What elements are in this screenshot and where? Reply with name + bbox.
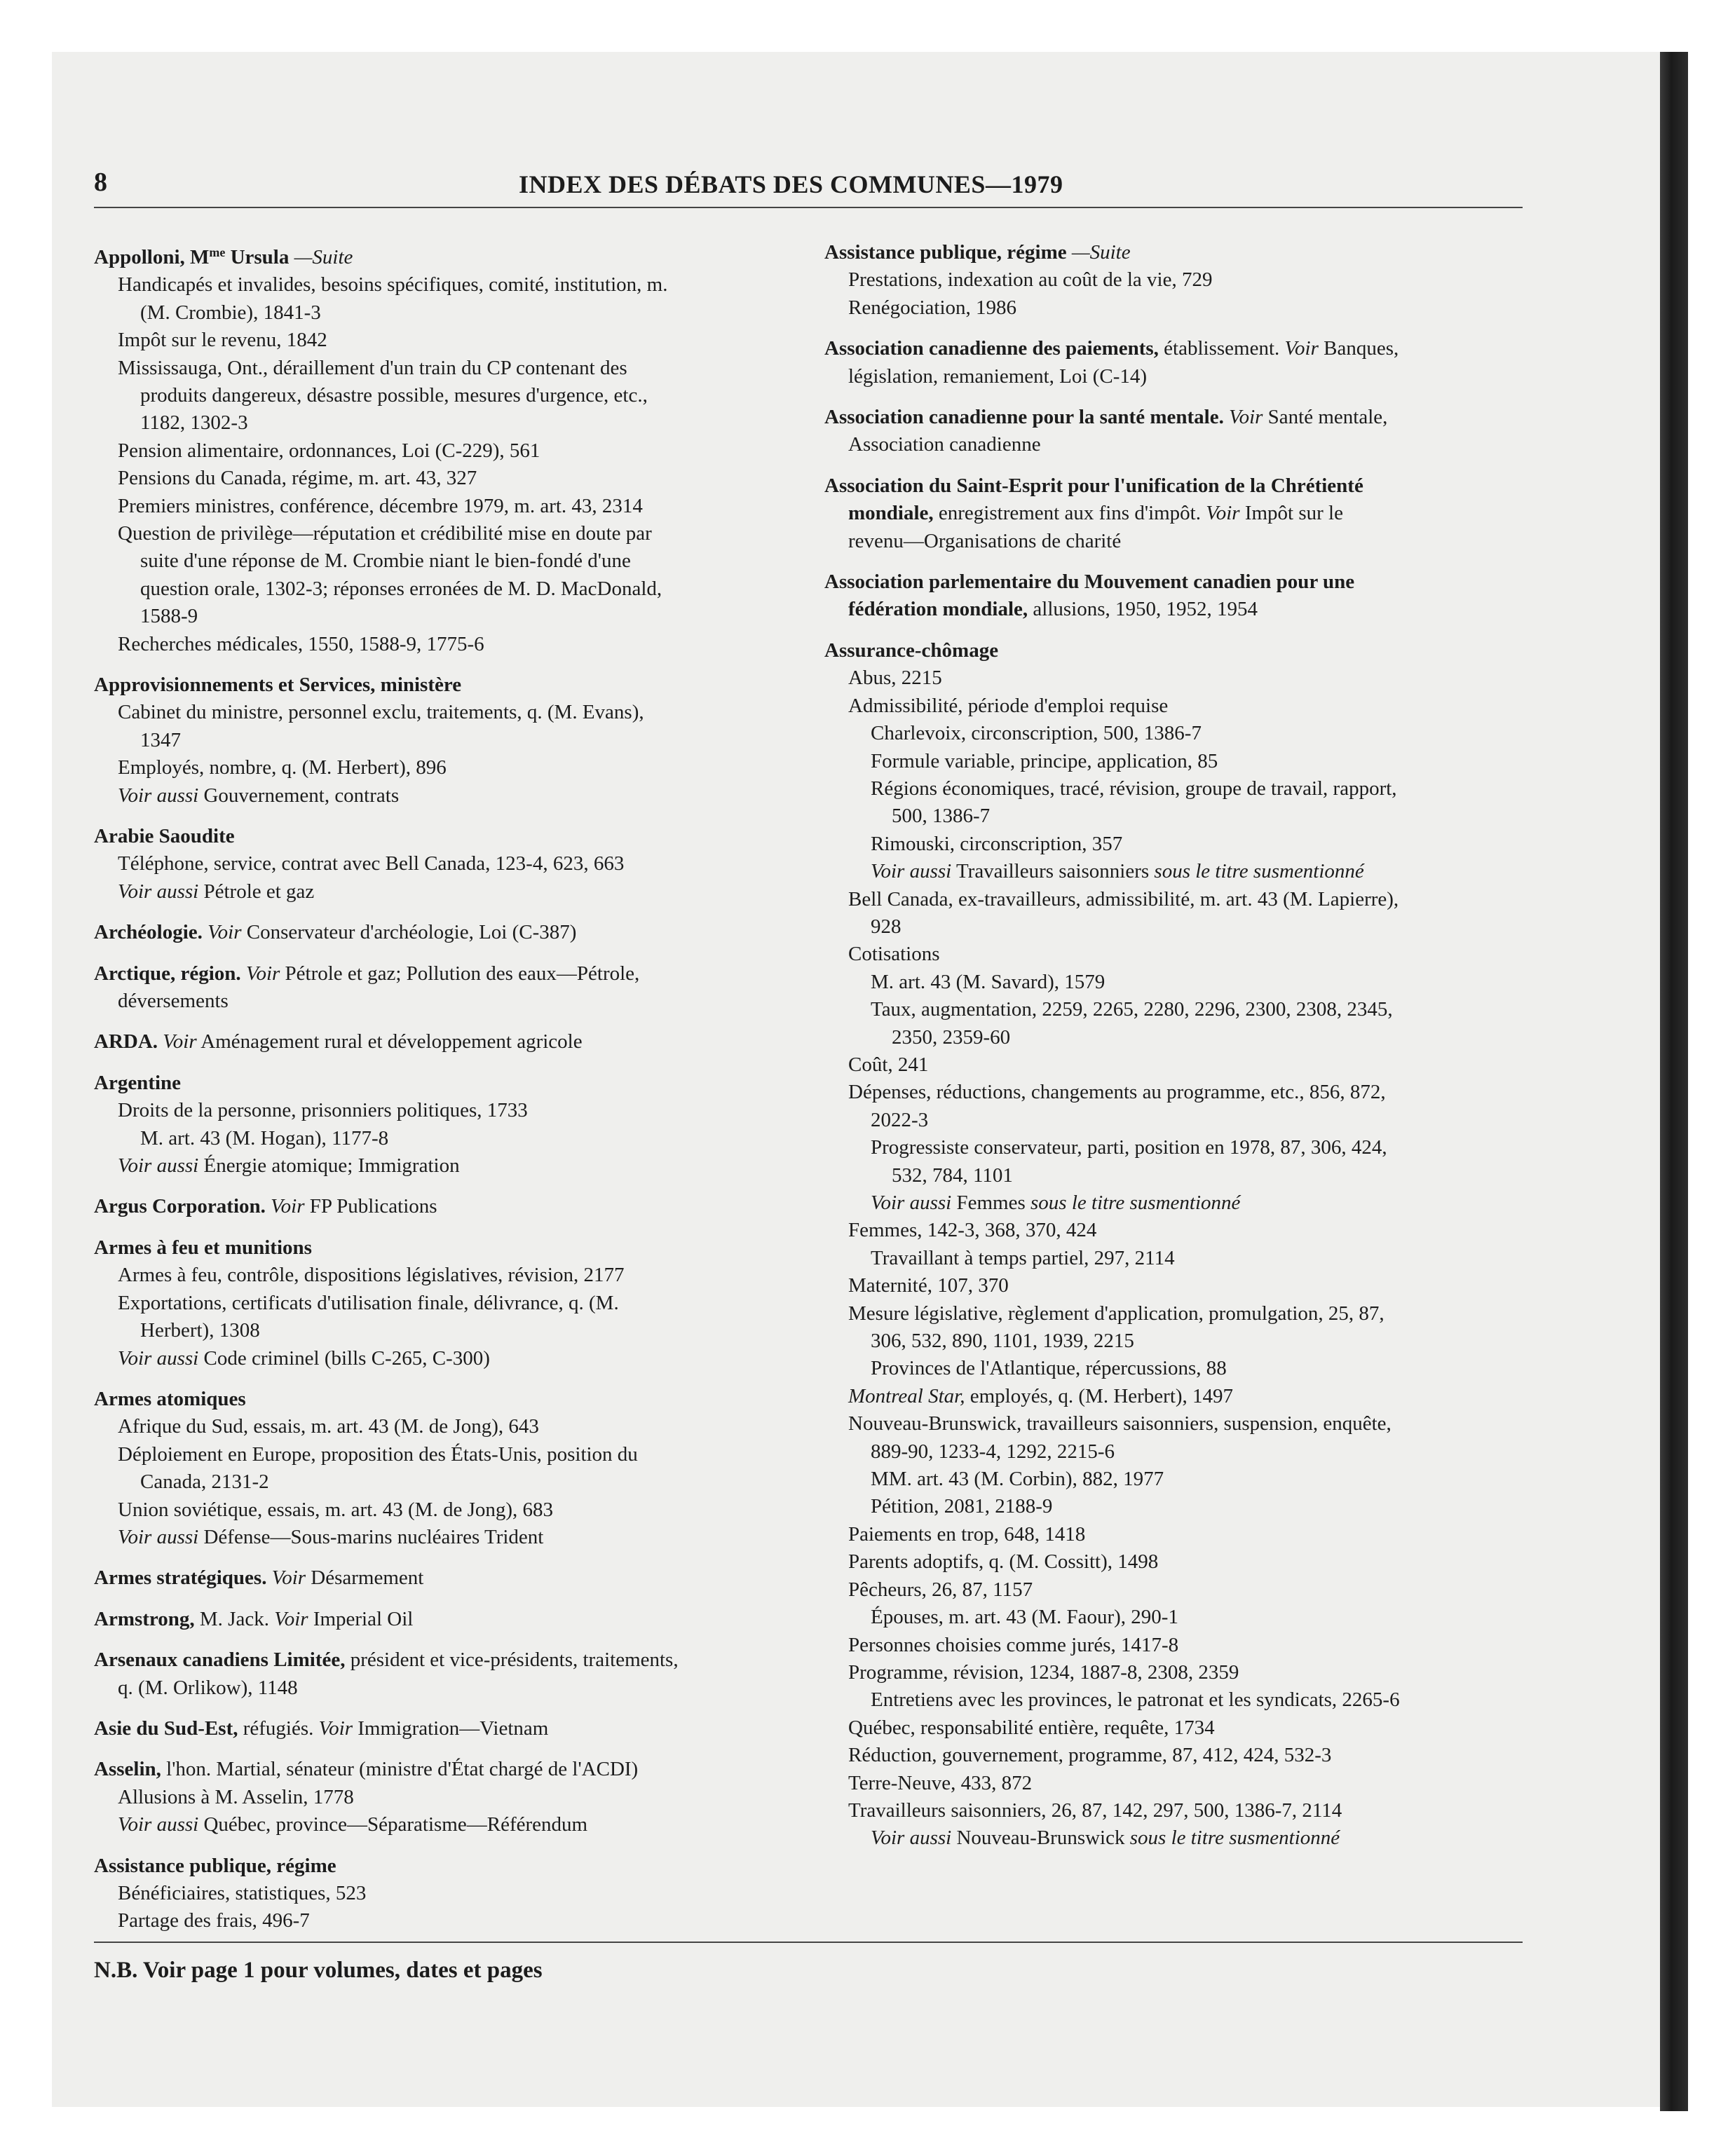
index-text: Pétrole et gaz; Pollution des eaux—Pétrole, — [280, 962, 640, 985]
index-text: Conservateur d'archéologie, Loi (C-387) — [241, 921, 577, 944]
index-text: Approvisionnements et Services, ministère — [94, 673, 462, 696]
index-subentry-line — [824, 1576, 1508, 1604]
index-text: 1182, 1302-3 — [140, 411, 248, 435]
index-text: —Suite — [294, 245, 353, 268]
index-text: Voir — [1206, 502, 1240, 525]
index-subentry-line — [824, 1438, 1508, 1466]
index-subentry-line — [94, 603, 777, 630]
index-entry — [94, 823, 777, 906]
index-heading-line — [94, 1756, 777, 1783]
index-entry — [94, 960, 777, 1016]
index-subentry-line — [824, 969, 1508, 996]
index-text: Voir — [1284, 337, 1319, 360]
index-text: Banques, — [1318, 337, 1399, 360]
index-text: Défense—Sous-marins nucléaires Trident — [198, 1525, 544, 1548]
index-text: 1588-9 — [140, 605, 198, 628]
header-rule — [94, 207, 1523, 208]
index-entry — [824, 404, 1508, 459]
index-subentry-line — [824, 1632, 1508, 1659]
index-text: Arctique, région. — [94, 962, 246, 985]
index-heading-line — [94, 1028, 777, 1056]
index-text: Argentine — [94, 1071, 182, 1094]
index-subentry-line — [94, 878, 777, 906]
index-text: 2350, 2359-60 — [892, 1025, 1011, 1049]
index-subentry-line — [824, 1797, 1508, 1824]
index-text: Herbert), 1308 — [140, 1319, 260, 1342]
index-entry — [94, 1193, 777, 1220]
index-subentry-line — [824, 1383, 1508, 1410]
index-subentry-line — [94, 631, 777, 658]
index-subentry-line — [824, 1272, 1508, 1299]
index-text: Armstrong, — [94, 1607, 195, 1630]
index-entry — [824, 472, 1508, 555]
index-text: Armes stratégiques. — [94, 1567, 272, 1590]
index-entry — [94, 239, 777, 658]
index-text: Femmes — [951, 1192, 1031, 1214]
index-subentry-line — [94, 850, 777, 878]
index-heading-line — [94, 960, 777, 988]
index-text: Assistance publique, régime — [824, 241, 1072, 264]
index-subentry-line — [94, 1125, 777, 1152]
index-text: Dépenses, réductions, changements au programme, etc., 856, 872, — [848, 1081, 1386, 1104]
index-entry — [94, 671, 777, 810]
index-subentry-line — [94, 299, 777, 327]
index-heading-line — [824, 335, 1508, 362]
index-subentry-line — [824, 1770, 1508, 1797]
index-text: Réduction, gouvernement, programme, 87, 412, 424, 532-3 — [848, 1744, 1332, 1767]
index-text: Voir aussi — [118, 1813, 199, 1836]
index-text: Droits de la personne, prisonniers politiques, 1733 — [118, 1099, 528, 1122]
index-subentry-line — [94, 465, 777, 492]
index-subentry-line — [94, 437, 777, 465]
index-entry — [94, 919, 777, 946]
index-subentry-line — [824, 1051, 1508, 1079]
index-entry — [824, 239, 1508, 322]
index-subentry-line — [824, 1686, 1508, 1714]
index-heading-line — [94, 1646, 777, 1674]
footnote: N.B. Voir page 1 pour volumes, dates et pages — [94, 1958, 543, 1983]
index-heading-line — [94, 1564, 777, 1592]
index-text: —Suite — [1071, 241, 1131, 264]
index-heading-line — [94, 1386, 777, 1413]
index-text: ARDA. — [94, 1030, 163, 1053]
index-subentry-line — [824, 266, 1508, 294]
index-text: réfugiés. — [238, 1717, 319, 1740]
index-entry — [94, 1606, 777, 1633]
index-subentry-line — [824, 1328, 1508, 1355]
index-text: M. art. 43 (M. Hogan), 1177-8 — [140, 1126, 389, 1149]
index-text: fédération mondiale, — [848, 598, 1028, 621]
index-text: 306, 532, 890, 1101, 1939, 2215 — [871, 1330, 1134, 1353]
index-text: me — [209, 245, 226, 259]
index-heading-line — [94, 1606, 777, 1633]
index-subentry-line — [94, 1262, 777, 1289]
index-text: Programme, révision, 1234, 1887-8, 2308, 2359 — [848, 1660, 1239, 1684]
index-text: Voir aussi — [871, 1192, 952, 1214]
index-text: Assurance-chômage — [824, 639, 999, 662]
index-text: Pétrole et gaz — [198, 880, 315, 903]
index-subentry-line — [824, 692, 1508, 720]
index-subentry-line — [824, 1714, 1508, 1742]
index-text: Association du Saint-Esprit pour l'unification de la Chrétienté — [824, 474, 1363, 497]
index-text: Ursula — [225, 245, 294, 268]
index-subentry-line — [824, 858, 1508, 885]
index-subentry-line — [824, 1300, 1508, 1328]
index-subentry-line — [824, 363, 1508, 390]
index-text: enregistrement aux fins d'impôt. — [933, 502, 1206, 525]
index-text: Épouses, m. art. 43 (M. Faour), 290-1 — [871, 1606, 1178, 1629]
index-text: Personnes choisies comme jurés, 1417-8 — [848, 1633, 1179, 1656]
index-text: Afrique du Sud, essais, m. art. 43 (M. de Jong), 643 — [118, 1415, 539, 1438]
index-subentry-line — [824, 1466, 1508, 1493]
index-subentry-line — [94, 382, 777, 409]
index-text: Parents adoptifs, q. (M. Cossitt), 1498 — [848, 1550, 1159, 1574]
index-subentry-line — [824, 664, 1508, 692]
index-text: Impôt sur le revenu, 1842 — [118, 329, 327, 352]
index-text: Coût, 241 — [848, 1053, 929, 1076]
index-text: question orale, 1302-3; réponses erronées de M. D. MacDonald, — [140, 577, 662, 600]
index-text: Énergie atomique; Immigration — [198, 1154, 460, 1178]
index-subentry-line — [824, 886, 1508, 913]
index-text: Argus Corporation. — [94, 1195, 271, 1218]
index-text: Voir aussi — [118, 1154, 199, 1178]
index-subentry-line — [824, 1079, 1508, 1106]
index-heading-line — [824, 404, 1508, 431]
index-text: Partage des frais, 496-7 — [118, 1909, 310, 1932]
index-text: Nouveau-Brunswick — [951, 1827, 1130, 1850]
index-subentry-line — [94, 1496, 777, 1524]
index-text: président et vice-présidents, traitements, — [345, 1649, 679, 1672]
index-text: revenu—Organisations de charité — [848, 529, 1122, 552]
index-text: sous le titre susmentionné — [1129, 1827, 1340, 1850]
binding-edge — [1660, 52, 1688, 2111]
index-text: Nouveau-Brunswick, travailleurs saisonniers, suspension, enquête, — [848, 1412, 1392, 1435]
index-subentry-line — [94, 1413, 777, 1440]
index-text: Terre-Neuve, 433, 872 — [848, 1771, 1033, 1794]
index-text: Travaillant à temps partiel, 297, 2114 — [871, 1246, 1175, 1269]
index-text: Travailleurs saisonniers, 26, 87, 142, 297, 500, 1386-7, 2114 — [848, 1799, 1342, 1822]
index-text: Abus, 2215 — [848, 667, 942, 690]
index-subentry-line — [824, 431, 1508, 458]
index-subentry-line — [94, 1317, 777, 1344]
index-text: Bénéficiaires, statistiques, 523 — [118, 1882, 367, 1904]
index-subentry-line — [94, 1674, 777, 1702]
index-subentry-line — [824, 1189, 1508, 1217]
index-subentry-line — [824, 1521, 1508, 1548]
index-text: Entretiens avec les provinces, le patronat et les syndicats, 2265-6 — [871, 1688, 1400, 1712]
index-text: Premiers ministres, conférence, décembre 1979, m. art. 43, 2314 — [118, 494, 643, 517]
index-text: Québec, responsabilité entière, requête, 1734 — [848, 1716, 1215, 1739]
index-column-left — [94, 239, 777, 1949]
index-entry — [94, 1234, 777, 1372]
index-text: Canada, 2131-2 — [140, 1471, 269, 1494]
index-text: Armes à feu, contrôle, dispositions législatives, révision, 2177 — [118, 1264, 625, 1287]
index-text: Déploiement en Europe, proposition des États-Unis, position du — [118, 1442, 638, 1466]
index-entry — [824, 637, 1508, 1853]
index-subentry-line — [824, 1659, 1508, 1686]
index-text: législation, remaniement, Loi (C-14) — [848, 364, 1148, 388]
index-subentry-line — [94, 754, 777, 782]
index-subentry-line — [824, 528, 1508, 555]
index-text: FP Publications — [304, 1195, 437, 1218]
index-text: 928 — [871, 915, 901, 938]
index-text: Prestations, indexation au coût de la vie, 729 — [848, 268, 1213, 292]
index-text: Voir aussi — [118, 1346, 199, 1370]
index-subentry-line — [94, 1097, 777, 1124]
index-text: Pêcheurs, 26, 87, 1157 — [848, 1578, 1033, 1601]
index-subentry-line — [94, 699, 777, 726]
index-text: Pétition, 2081, 2188-9 — [871, 1495, 1053, 1518]
index-subentry-line — [94, 1907, 777, 1935]
index-text: suite d'une réponse de M. Crombie niant le bien-fondé d'une — [140, 550, 631, 573]
index-text: Mississauga, Ont., déraillement d'un train du CP contenant des — [118, 356, 627, 379]
index-subentry-line — [824, 294, 1508, 322]
index-subentry-line — [824, 1410, 1508, 1438]
index-text: Santé mentale, — [1263, 406, 1388, 429]
index-text: Voir aussi — [118, 880, 199, 903]
index-text: Voir aussi — [871, 860, 952, 883]
index-subentry-line — [824, 1824, 1508, 1852]
index-entry — [94, 1853, 777, 1935]
index-subentry-line — [824, 803, 1508, 830]
index-subentry-line — [94, 520, 777, 547]
index-text: 889-90, 1233-4, 1292, 2215-6 — [871, 1440, 1115, 1463]
index-text: Recherches médicales, 1550, 1588-9, 1775-6 — [118, 632, 484, 655]
index-text: Impôt sur le — [1239, 502, 1343, 525]
index-subentry-line — [824, 1162, 1508, 1189]
index-text: Association canadienne des paiements, — [824, 337, 1159, 360]
index-text: 2022-3 — [871, 1108, 929, 1131]
index-heading-line — [824, 637, 1508, 664]
index-text: Question de privilège—réputation et crédibilité mise en doute par — [118, 521, 652, 545]
index-text: Voir aussi — [118, 784, 199, 807]
index-entry — [94, 1646, 777, 1702]
index-subentry-line — [824, 1245, 1508, 1272]
index-heading-line — [94, 1715, 777, 1742]
index-text: Association parlementaire du Mouvement canadien pour une — [824, 571, 1355, 594]
index-text: Mesure législative, règlement d'application, promulgation, 25, 87, — [848, 1302, 1384, 1325]
index-subentry-line — [824, 748, 1508, 775]
index-subentry-line — [94, 409, 777, 437]
index-subentry-line — [824, 1107, 1508, 1134]
index-text: Désarmement — [306, 1567, 424, 1590]
index-text: Admissibilité, période d'emploi requise — [848, 694, 1169, 717]
index-entry — [94, 1028, 777, 1056]
index-subentry-line — [94, 1811, 777, 1838]
index-heading-line — [94, 239, 777, 271]
index-entry — [94, 1070, 777, 1180]
index-entry — [94, 1564, 777, 1592]
index-subentry-line — [824, 775, 1508, 803]
index-subentry-line — [824, 1134, 1508, 1161]
index-text: Voir — [271, 1567, 306, 1590]
index-subentry-line — [94, 1880, 777, 1907]
index-subentry-line — [824, 996, 1508, 1023]
index-text: Union soviétique, essais, m. art. 43 (M. de Jong), 683 — [118, 1498, 554, 1521]
index-text: Pension alimentaire, ordonnances, Loi (C-229), 561 — [118, 439, 540, 462]
index-text: Handicapés et invalides, besoins spécifiques, comité, institution, m. — [118, 273, 668, 296]
index-text: Paiements en trop, 648, 1418 — [848, 1522, 1086, 1546]
index-subentry-line — [824, 1355, 1508, 1382]
index-heading-line — [94, 671, 777, 699]
index-heading-line — [824, 472, 1508, 500]
page-title: INDEX DES DÉBATS DES COMMUNES—1979 — [519, 170, 1063, 198]
index-text: Arabie Saoudite — [94, 825, 235, 847]
index-subentry-line — [824, 1604, 1508, 1631]
index-text: Immigration—Vietnam — [353, 1717, 549, 1740]
index-subentry-line — [824, 941, 1508, 968]
index-text: Québec, province—Séparatisme—Référendum — [198, 1813, 588, 1836]
index-text: Archéologie. — [94, 921, 208, 944]
index-text: Appolloni, M — [94, 245, 210, 268]
index-text: (M. Crombie), 1841-3 — [140, 301, 321, 324]
index-text: sous le titre susmentionné — [1154, 860, 1364, 883]
footer-rule — [94, 1942, 1523, 1943]
index-subentry-line — [94, 327, 777, 354]
index-subentry-line — [824, 1217, 1508, 1244]
index-text: Voir — [274, 1607, 308, 1630]
index-subentry-line — [94, 1441, 777, 1468]
index-text: Renégociation, 1986 — [848, 296, 1017, 319]
index-text: Rimouski, circonscription, 357 — [871, 832, 1123, 855]
index-text: Assistance publique, régime — [94, 1854, 336, 1877]
index-subentry-line — [824, 831, 1508, 858]
index-text: l'hon. Martial, sénateur (ministre d'État chargé de l'ACDI) — [161, 1758, 639, 1781]
index-text: Progressiste conservateur, parti, position en 1978, 87, 306, 424, — [871, 1136, 1387, 1159]
index-heading-line — [94, 1234, 777, 1262]
index-column-right — [824, 239, 1508, 1866]
index-text: allusions, 1950, 1952, 1954 — [1028, 598, 1258, 621]
index-entry — [94, 1756, 777, 1838]
index-text: déversements — [118, 990, 229, 1013]
index-text: Asie du Sud-Est, — [94, 1717, 238, 1740]
index-subentry-line — [94, 1345, 777, 1372]
index-text: Association canadienne pour la santé mentale. — [824, 406, 1230, 429]
index-text: Maternité, 107, 370 — [848, 1274, 1009, 1297]
index-text: M. art. 43 (M. Savard), 1579 — [871, 970, 1105, 993]
index-subentry-line — [94, 782, 777, 810]
index-subentry-line — [94, 1524, 777, 1551]
index-text: Exportations, certificats d'utilisation finale, délivrance, q. (M. — [118, 1291, 619, 1314]
index-subentry-line — [824, 1548, 1508, 1576]
index-text: Arsenaux canadiens Limitée, — [94, 1649, 346, 1672]
index-text: Travailleurs saisonniers — [951, 860, 1155, 883]
index-text: mondiale, — [848, 502, 934, 525]
index-text: Montreal Star, — [848, 1384, 965, 1407]
index-text: employés, q. (M. Herbert), 1497 — [965, 1384, 1234, 1407]
index-subentry-line — [94, 547, 777, 575]
index-text: Voir aussi — [871, 1827, 952, 1850]
index-text: Cabinet du ministre, personnel exclu, traitements, q. (M. Evans), — [118, 701, 644, 724]
index-subentry-line — [94, 355, 777, 382]
index-heading-line — [824, 568, 1508, 596]
index-text: Provinces de l'Atlantique, répercussions, 88 — [871, 1357, 1227, 1380]
index-subentry-line — [94, 1290, 777, 1317]
page-number: 8 — [94, 168, 107, 197]
index-subentry-line — [94, 575, 777, 603]
index-text: 500, 1386-7 — [892, 805, 991, 828]
index-text: 532, 784, 1101 — [892, 1164, 1013, 1187]
index-subentry-line — [824, 1742, 1508, 1769]
index-subentry-line — [824, 500, 1508, 527]
index-text: Armes atomiques — [94, 1387, 246, 1410]
index-text: Employés, nombre, q. (M. Herbert), 896 — [118, 756, 447, 779]
index-text: Femmes, 142-3, 368, 370, 424 — [848, 1219, 1097, 1242]
index-entry — [824, 335, 1508, 390]
index-heading-line — [824, 239, 1508, 266]
index-text: Asselin, — [94, 1758, 161, 1781]
index-entry — [824, 568, 1508, 624]
index-text: Allusions à M. Asselin, 1778 — [118, 1785, 354, 1808]
index-subentry-line — [824, 1493, 1508, 1520]
index-text: q. (M. Orlikow), 1148 — [118, 1676, 298, 1699]
index-text: M. Jack. — [194, 1607, 275, 1630]
index-subentry-line — [824, 1024, 1508, 1051]
index-text: Formule variable, principe, application, 85 — [871, 749, 1218, 772]
index-text: Armes à feu et munitions — [94, 1236, 312, 1259]
index-text: Voir — [163, 1030, 197, 1053]
index-text: Voir — [271, 1195, 305, 1218]
index-subentry-line — [94, 727, 777, 754]
index-text: Charlevoix, circonscription, 500, 1386-7 — [871, 722, 1202, 745]
index-text: Gouvernement, contrats — [198, 784, 400, 807]
index-text: produits dangereux, désastre possible, mesures d'urgence, etc., — [140, 383, 648, 407]
index-text: Imperial Oil — [308, 1607, 414, 1630]
index-subentry-line — [824, 596, 1508, 623]
index-text: Association canadienne — [848, 433, 1041, 456]
index-heading-line — [94, 919, 777, 946]
index-text: Code criminel (bills C-265, C-300) — [198, 1346, 490, 1370]
index-subentry-line — [94, 988, 777, 1015]
index-subentry-line — [94, 1468, 777, 1496]
index-entry — [94, 1715, 777, 1742]
index-text: Voir — [207, 921, 242, 944]
index-text: Voir — [245, 962, 280, 985]
index-heading-line — [94, 1070, 777, 1097]
index-text: Voir — [1229, 406, 1263, 429]
index-heading-line — [94, 1193, 777, 1220]
index-text: Régions économiques, tracé, révision, groupe de travail, rapport, — [871, 777, 1397, 800]
index-text: Téléphone, service, contrat avec Bell Canada, 123-4, 623, 663 — [118, 852, 625, 875]
index-text: Taux, augmentation, 2259, 2265, 2280, 2296, 2300, 2308, 2345, — [871, 998, 1393, 1021]
index-subentry-line — [824, 913, 1508, 941]
index-text: Pensions du Canada, régime, m. art. 43, 327 — [118, 467, 477, 490]
index-text: Aménagement rural et développement agricole — [196, 1030, 583, 1053]
index-text: MM. art. 43 (M. Corbin), 882, 1977 — [871, 1468, 1164, 1491]
index-subentry-line — [824, 720, 1508, 747]
index-subentry-line — [94, 271, 777, 299]
index-text: 1347 — [140, 728, 181, 751]
index-subentry-line — [94, 493, 777, 520]
index-heading-line — [94, 1853, 777, 1880]
index-text: Voir — [318, 1717, 353, 1740]
index-text: sous le titre susmentionné — [1030, 1192, 1241, 1214]
index-subentry-line — [94, 1152, 777, 1180]
index-text: établissement. — [1158, 337, 1285, 360]
index-text: Voir aussi — [118, 1525, 199, 1548]
index-text: Cotisations — [848, 943, 940, 966]
index-entry — [94, 1386, 777, 1551]
index-heading-line — [94, 823, 777, 850]
index-text: Bell Canada, ex-travailleurs, admissibilité, m. art. 43 (M. Lapierre), — [848, 887, 1399, 910]
index-subentry-line — [94, 1784, 777, 1811]
